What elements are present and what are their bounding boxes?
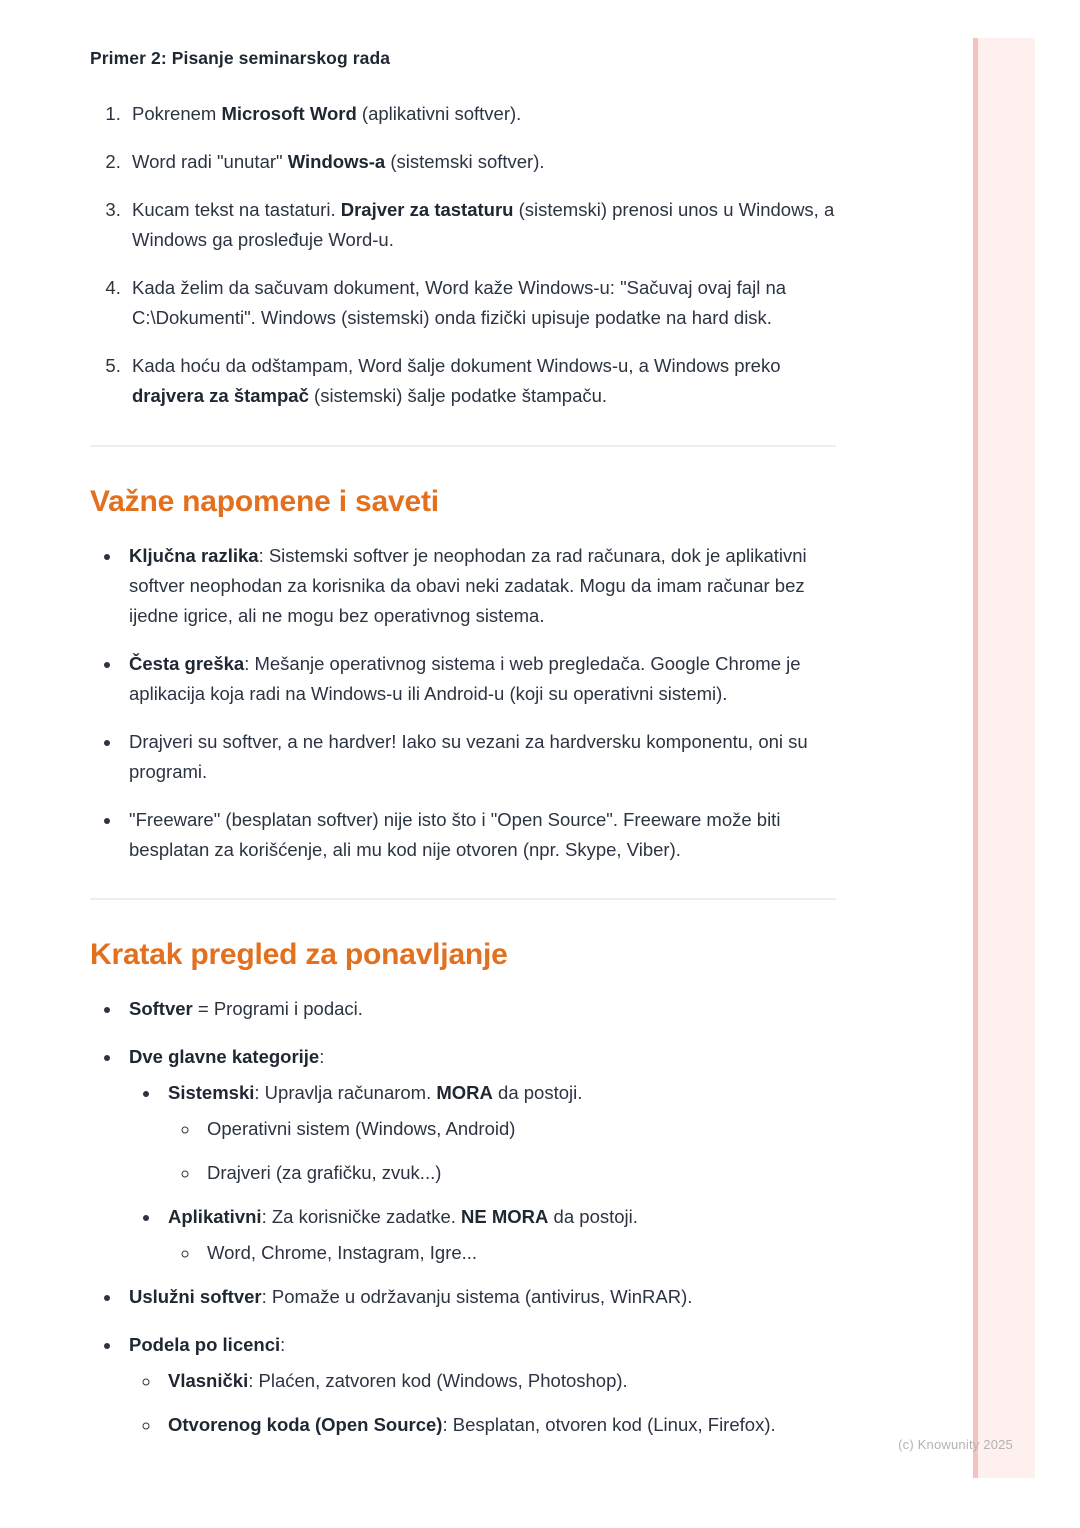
example-steps-list (90, 99, 838, 411)
list-item (122, 1282, 838, 1312)
list-item (122, 994, 838, 1024)
category-text: : Upravlja računarom. (254, 1082, 437, 1104)
list-item (161, 1202, 838, 1268)
list-item (126, 351, 838, 411)
summary-list (90, 994, 838, 1440)
list-item (122, 727, 838, 787)
section-divider-2 (90, 898, 836, 900)
step-text-bold: drajvera za štampač (132, 384, 309, 406)
list-item: ◦ Operativni sistem (Windows, Android) (200, 1114, 838, 1144)
list-item: ◦ Drajveri (za grafičku, zvuk...) (200, 1158, 838, 1188)
document-content (90, 48, 838, 1454)
summary-label: Dve glavne kategorije (129, 1046, 320, 1068)
note-text: Drajveri su softver, a ne hardver! Iako su vezani za hardversku komponentu, oni su programi. (129, 730, 808, 782)
licence-text: : Plaćen, zatvoren kod (Windows, Photoshop). (248, 1370, 628, 1392)
footer-watermark: (c) Knowunity 2025 (898, 1437, 1013, 1452)
category-label: Sistemski (168, 1082, 255, 1104)
decorative-side-strip (973, 38, 1035, 1478)
summary-text: = Programi i podaci. (192, 998, 363, 1020)
summary-label: Uslužni softver (129, 1286, 262, 1308)
step-text-bold: Drajver za tastaturu (340, 198, 514, 220)
note-text: : Mešanje operativnog sistema i web pregledača. Google Chrome je aplikacija koja radi na Windows-u ili Android-u (koji su operativni sistemi). (129, 652, 801, 704)
step-text-prefix: Kada hoću da odštampam, Word šalje dokument Windows-u, a Windows preko (132, 354, 781, 376)
licence-label: Vlasnički (168, 1370, 249, 1392)
aplikativni-examples (168, 1238, 838, 1268)
section-divider-1 (90, 445, 836, 447)
list-item (126, 99, 838, 129)
summary-text: : Pomaže u održavanju sistema (antivirus, WinRAR). (261, 1286, 693, 1308)
step-text-suffix: (sistemski softver). (385, 150, 545, 172)
summary-section-heading: Kratak pregled za ponavljanje (90, 938, 508, 972)
categories-sublist (129, 1078, 838, 1268)
step-text-suffix: (sistemski) šalje podatke štampaču. (308, 384, 608, 406)
step-text-bold: Microsoft Word (221, 103, 357, 124)
category-text-end: da postoji. (548, 1206, 638, 1228)
step-text-prefix: Kucam tekst na tastaturi. (132, 198, 341, 220)
list-item (126, 147, 838, 177)
list-item: ◦ Word, Chrome, Instagram, Igre... (200, 1238, 838, 1268)
category-label: Aplikativni (168, 1206, 262, 1228)
licence-label: Otvorenog koda (Open Source) (168, 1414, 443, 1436)
step-text-suffix: (aplikativni softver). (356, 103, 522, 124)
list-item (122, 1042, 838, 1268)
note-label: Česta greška (129, 652, 245, 674)
step-text-bold: Windows-a (287, 150, 386, 172)
category-emphasis: MORA (436, 1082, 493, 1104)
list-item (126, 273, 838, 333)
summary-text: : (280, 1334, 286, 1356)
list-item (126, 195, 838, 255)
note-text: : Sistemski softver je neophodan za rad računara, dok je aplikativni softver neophodan za korisnika da obavi neki zadatak. Mogu da imam računar bez ijedne igrice, ali ne mogu bez operativnog sistema. (129, 544, 807, 626)
list-item (122, 1330, 838, 1440)
category-text: : Za korisničke zadatke. (261, 1206, 462, 1228)
step-text-prefix: Kada želim da sačuvam dokument, Word kaže Windows-u: "Sačuvaj ovaj fajl na C:\Dokumenti". Windows (sistemski) onda fizički upisuje podatke na hard disk. (132, 276, 787, 328)
notes-section-heading: Važne napomene i saveti (90, 484, 439, 518)
summary-label: Podela po licenci (129, 1334, 281, 1356)
step-text-prefix: Pokrenem (132, 103, 222, 124)
step-text-suffix: (sistemski) prenosi unos u Windows, a Windows ga prosleđuje Word-u. (132, 198, 835, 250)
list-item (122, 805, 838, 865)
notes-list (90, 541, 838, 865)
list-item (122, 649, 838, 709)
list-item (161, 1078, 838, 1188)
list-item (161, 1366, 838, 1396)
note-text: "Freeware" (besplatan softver) nije isto što i "Open Source". Freeware može biti besplatan za korišćenje, ali mu kod nije otvoren (npr. Skype, Viber). (129, 808, 781, 860)
summary-label: Softver (129, 998, 193, 1020)
sistemski-examples (168, 1114, 838, 1188)
category-text-end: da postoji. (492, 1082, 583, 1104)
category-emphasis: NE MORA (461, 1206, 549, 1228)
example-block-title: Primer 2: Pisanje seminarskog rada (90, 48, 391, 68)
summary-text: : (319, 1046, 325, 1068)
list-item (122, 541, 838, 631)
list-item (161, 1410, 838, 1440)
note-label: Ključna razlika (129, 544, 259, 566)
licence-text: : Besplatan, otvoren kod (Linux, Firefox). (442, 1414, 776, 1436)
step-text-prefix: Word radi "unutar" (132, 150, 288, 172)
licenca-sublist (129, 1366, 838, 1440)
decorative-side-strip-edge (973, 38, 978, 1478)
